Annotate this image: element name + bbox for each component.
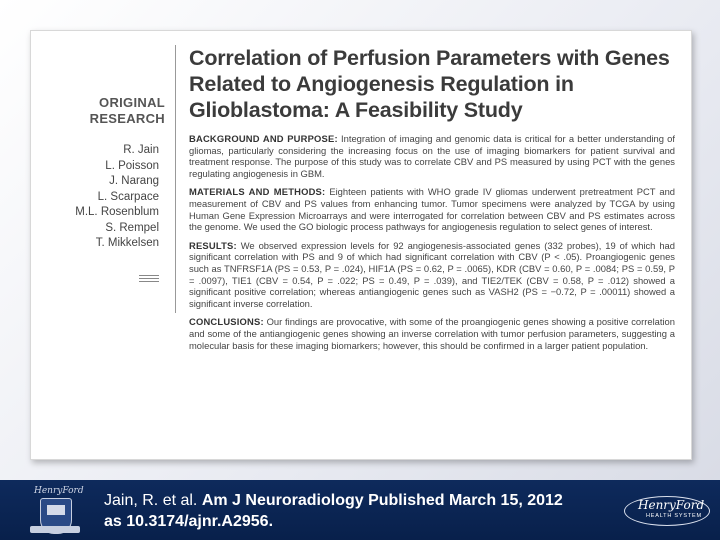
paper-main [189, 45, 675, 358]
author-name: M.L. Rosenblum [75, 206, 159, 218]
section-label-line-1: ORIGINAL [99, 95, 165, 110]
paper-page [30, 30, 692, 460]
abstract-conclusions [189, 316, 675, 351]
paper-title: Correlation of Perfusion Parameters with Genes Related to Angiogenesis Regulation in Glioblastoma: A Feasibility Study [189, 46, 670, 122]
abstract-heading: CONCLUSIONS: [189, 316, 264, 328]
section-label-line-2: RESEARCH [89, 111, 165, 126]
footer-bar [0, 480, 720, 540]
abstract-text: Our findings are provocative, with some of the proangiogenic genes showing a positive correlation and some of the antiangiogenic genes showing an inverse correlation with tumor perfusion parameters, suggesting a molecular basis for these imaging biomarkers; however, this should be confirmed in a larger patient population. [189, 316, 675, 351]
citation-doi: as 10.3174/ajnr.A2956. [104, 513, 274, 530]
author-name: R. Jain [123, 144, 159, 156]
abstract-results [189, 240, 675, 310]
author-name: L. Poisson [105, 159, 159, 172]
author-list [75, 143, 159, 252]
abstract-heading: RESULTS: [189, 239, 237, 251]
abstract-text: Integration of imaging and genomic data is critical for a better understanding of gliomas, particularly considering the increasing focus on the use of imaging biomarkers for patient survival and treatment response. The purpose of this study was to correlate CBV and PS measured by using PCT with the genes regulating angiogenesis in GBM. [189, 133, 675, 179]
author-name: J. Narang [109, 175, 159, 187]
abstract-heading: MATERIALS AND METHODS: [189, 186, 326, 198]
abstract-heading: BACKGROUND AND PURPOSE: [189, 133, 338, 144]
abstract-background [189, 133, 675, 179]
abstract-text: We observed expression levels for 92 angiogenesis-associated genes (332 probes), 19 of which had significant correlation with PS and 9 of which had significant correlation with CBV (P < .05). Proangiogenic genes such as TNFRSF1A (PS = 0.53, P = .024), HIF1A (PS = 0.62, P = .0065), KDR (CBV = 0.60, P = .0084; PS = 0.59, P = .0097), TIE1 (CBV = 0.54, P = .022; PS = 0.49, P = .039), and TIE2/TEK (CBV = 0.58, P = .012) showed a significant positive correlation; whereas antiangiogenic genes such as VASH2 (PS = −0.72, P = .00011) showed a significant inverse correlation. [189, 239, 675, 309]
lines-icon [139, 275, 159, 285]
henry-ford-crest-icon: HenryFord [26, 486, 86, 536]
author-name: L. Scarpace [97, 190, 159, 203]
henry-ford-health-system-logo-icon: HenryFord HEALTH SYSTEM [624, 494, 710, 528]
citation-authors: Jain, R. et al. [104, 492, 202, 509]
paper-sidebar [31, 31, 173, 459]
author-name: S. Rempel [105, 221, 159, 234]
section-label [90, 95, 165, 127]
abstract-text: Eighteen patients with WHO grade IV gliomas underwent pretreatment PCT and measurement of CBV and PS values from enhancing tumor. Tumor specimens were analyzed by TCGA by using Human Gene Expression Microarrays and were interrogated for correlation between CBV and PS estimates across the genome. We used the GO biologic process pathways for angiogenesis regulation to select genes of interest. [189, 186, 676, 233]
citation-journal: Am J Neuroradiology Published March 15, 2012 [201, 492, 563, 509]
abstract [189, 133, 675, 351]
column-divider [175, 45, 176, 313]
citation-text [104, 490, 624, 532]
abstract-methods [189, 186, 675, 232]
author-name: T. Mikkelsen [95, 237, 159, 249]
